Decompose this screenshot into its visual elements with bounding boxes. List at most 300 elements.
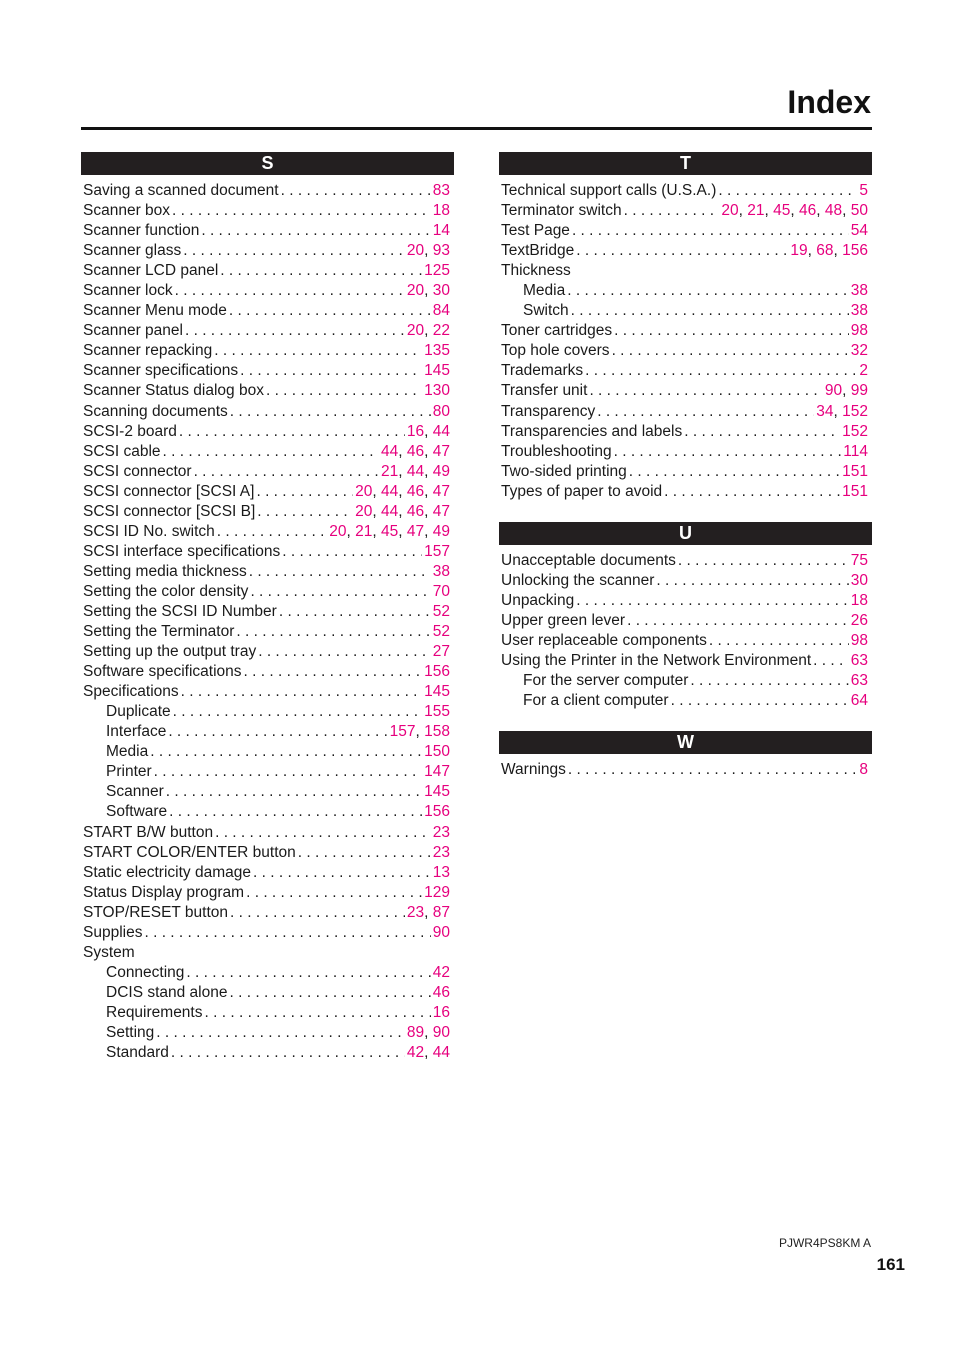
page-link[interactable]: 44 — [406, 462, 425, 480]
index-entry — [81, 261, 454, 281]
page-link[interactable]: 20 — [406, 322, 425, 340]
dot-leader — [173, 702, 423, 722]
dot-leader — [568, 760, 857, 780]
index-entry — [81, 823, 454, 843]
dot-leader — [576, 241, 788, 261]
page-reference-list — [424, 381, 450, 401]
page-link[interactable]: 145 — [424, 362, 450, 380]
index-entry-label: SCSI connector [SCSI B] — [83, 502, 256, 520]
page-reference-list: 20, 44, 46, 47 — [355, 502, 450, 520]
index-entry-label: System — [83, 943, 135, 961]
index-entry-label: Technical support calls (U.S.A.) — [501, 182, 717, 199]
index-entry-label: Switch — [523, 302, 569, 320]
page-link[interactable]: 44 — [381, 482, 399, 500]
page-link[interactable]: 38 — [850, 282, 868, 300]
page-reference-list — [842, 462, 868, 482]
page-reference-list: 44, 46, 47 — [381, 442, 450, 460]
dot-leader — [266, 381, 422, 401]
page-link[interactable]: 48 — [824, 202, 843, 220]
page-reference-list — [851, 341, 868, 361]
dot-leader — [279, 602, 431, 622]
index-entry — [499, 462, 872, 482]
page-reference-list — [851, 651, 868, 671]
index-entry-label: Interface — [106, 723, 167, 741]
page-link[interactable]: 64 — [850, 692, 868, 710]
page-link[interactable]: 98 — [850, 322, 868, 340]
page-link[interactable]: 99 — [850, 382, 868, 400]
page-link[interactable]: 21 — [381, 462, 399, 480]
page-link[interactable]: 19 — [790, 242, 808, 260]
page-link[interactable]: 54 — [850, 222, 868, 240]
page-link[interactable]: 22 — [432, 322, 450, 340]
index-entry — [81, 422, 454, 442]
index-entry — [499, 261, 872, 281]
index-section-t — [499, 152, 872, 502]
page-reference-list — [433, 963, 450, 983]
dot-leader — [718, 181, 857, 201]
page-reference-list: 20, 44, 46, 47 — [355, 482, 450, 500]
page-reference-list — [424, 662, 450, 682]
index-entry-label: Transparencies and labels — [501, 422, 683, 440]
dot-leader — [597, 402, 814, 422]
index-entry-label: Scanner — [106, 783, 164, 801]
index-entry — [499, 281, 872, 301]
index-entry — [499, 341, 872, 361]
page-reference-list — [424, 802, 450, 822]
index-entry — [499, 321, 872, 341]
page-link[interactable]: 147 — [424, 763, 450, 781]
index-entry — [81, 522, 454, 542]
index-entry — [81, 983, 454, 1003]
page-link[interactable]: 157 — [424, 542, 450, 560]
index-entry — [499, 241, 872, 261]
index-entry-label: Status Display program — [83, 883, 245, 901]
page-reference-list — [859, 181, 868, 201]
page-link[interactable]: 47 — [432, 442, 450, 460]
page-link[interactable]: 52 — [432, 623, 450, 641]
dot-leader — [175, 281, 405, 301]
dot-leader — [614, 321, 849, 341]
index-entry-label: Scanner panel — [83, 322, 183, 340]
page-link[interactable]: 30 — [432, 282, 450, 300]
index-entry — [81, 462, 454, 482]
page-link[interactable]: 90 — [432, 923, 450, 941]
dot-leader — [217, 522, 327, 542]
index-entry-list — [499, 175, 872, 502]
page-reference-list — [433, 402, 450, 422]
page-reference-list: 21, 44, 49 — [381, 462, 450, 480]
index-entry — [81, 341, 454, 361]
index-entry-label: Unpacking — [501, 591, 575, 609]
page-reference-list — [851, 221, 868, 241]
page-reference-list — [424, 702, 450, 722]
index-entry-label: Connecting — [106, 963, 185, 981]
index-entry — [81, 1023, 454, 1043]
page-link[interactable]: 46 — [406, 502, 425, 520]
index-entry — [499, 181, 872, 201]
index-entry — [81, 863, 454, 883]
page-link[interactable]: 30 — [850, 571, 868, 589]
index-entry — [81, 482, 454, 502]
page-link[interactable]: 75 — [850, 551, 868, 569]
title-rule — [81, 127, 872, 130]
dot-leader — [684, 422, 840, 442]
page-link[interactable]: 13 — [432, 863, 450, 881]
page-link[interactable]: 16 — [432, 1003, 450, 1021]
index-entry-label: Thickness — [501, 262, 571, 280]
index-entry — [81, 281, 454, 301]
page-link[interactable]: 20 — [406, 242, 425, 260]
page-link[interactable]: 46 — [799, 202, 817, 220]
index-entry-label: For the server computer — [523, 672, 689, 690]
dot-leader — [671, 691, 849, 711]
page-link[interactable]: 150 — [424, 743, 450, 761]
index-entry — [81, 762, 454, 782]
dot-leader — [214, 341, 422, 361]
index-entry — [81, 662, 454, 682]
page-reference-list: 20, 21, 45, 46, 48, 50 — [721, 202, 868, 220]
page-link[interactable]: 130 — [424, 382, 450, 400]
dot-leader — [664, 482, 840, 502]
index-entry-label: Media — [106, 743, 149, 761]
page-link[interactable]: 42 — [432, 963, 450, 981]
page-link[interactable]: 156 — [424, 803, 450, 821]
page-link[interactable]: 68 — [816, 242, 834, 260]
dot-leader — [281, 181, 431, 201]
page-link[interactable]: 2 — [859, 362, 868, 380]
index-entry-label: Scanner LCD panel — [83, 262, 219, 280]
index-entry — [499, 201, 872, 221]
index-entry-label: Toner cartridges — [501, 322, 613, 340]
page-link[interactable]: 155 — [424, 703, 450, 721]
dot-leader — [612, 341, 849, 361]
index-entry — [499, 651, 872, 671]
page-reference-list — [433, 221, 450, 241]
page-link[interactable]: 42 — [406, 1044, 425, 1062]
dot-leader — [201, 221, 430, 241]
index-entry — [499, 760, 872, 780]
dot-leader — [166, 782, 422, 802]
index-entry-label: Types of paper to avoid — [501, 482, 663, 500]
index-entry — [499, 402, 872, 422]
dot-leader — [282, 542, 422, 562]
index-entry — [81, 582, 454, 602]
page-link[interactable]: 21 — [355, 522, 373, 540]
index-section-s — [81, 152, 454, 1063]
dot-leader — [624, 201, 720, 221]
index-entry-label: STOP/RESET button — [83, 903, 229, 921]
page-reference-list: 23, 87 — [406, 903, 450, 921]
index-entry — [499, 611, 872, 631]
page-link[interactable]: 84 — [432, 302, 450, 320]
index-entry — [81, 903, 454, 923]
page-reference-list: 20, 21, 45, 47, 49 — [329, 522, 450, 540]
index-entry-label: Unacceptable documents — [501, 551, 676, 569]
dot-leader — [567, 281, 849, 301]
dot-leader — [215, 823, 431, 843]
page-reference-list — [433, 923, 450, 943]
page-reference-list — [424, 261, 450, 281]
page-link[interactable]: 18 — [850, 591, 868, 609]
page-link[interactable]: 26 — [850, 611, 868, 629]
page-reference-list: 34, 152 — [816, 402, 868, 420]
index-entry — [81, 542, 454, 562]
page-reference-list — [433, 1003, 450, 1023]
index-section-w — [499, 731, 872, 780]
index-entry — [81, 301, 454, 321]
dot-leader — [572, 221, 849, 241]
index-entry-label: Scanner function — [83, 222, 200, 240]
index-entry — [81, 802, 454, 822]
dot-leader — [256, 482, 353, 502]
page-link[interactable]: 70 — [432, 582, 450, 600]
dot-leader — [179, 422, 405, 442]
index-entry — [81, 201, 454, 221]
index-entry — [499, 381, 872, 401]
page-link[interactable]: 63 — [850, 651, 868, 669]
dot-leader — [154, 762, 422, 782]
page-link[interactable]: 20 — [721, 202, 739, 220]
dot-leader — [257, 502, 353, 522]
page-reference-list — [424, 883, 450, 903]
dot-leader — [168, 722, 387, 742]
page-link[interactable]: 152 — [842, 422, 868, 440]
page-link[interactable]: 98 — [850, 631, 868, 649]
page-link[interactable]: 135 — [424, 342, 450, 360]
index-entry — [81, 642, 454, 662]
dot-leader — [656, 571, 848, 591]
page-reference-list — [842, 482, 868, 502]
page-link[interactable]: 34 — [816, 402, 834, 420]
index-entry — [499, 422, 872, 442]
index-entry-label: Scanner repacking — [83, 342, 213, 360]
index-entry-label: Software — [106, 803, 168, 821]
page-link[interactable]: 47 — [432, 482, 450, 500]
index-entry-label: Setting — [106, 1023, 155, 1041]
index-entry-label: Unlocking the scanner — [501, 571, 655, 589]
page-reference-list — [851, 321, 868, 341]
index-entry-label: Scanner lock — [83, 282, 173, 300]
page-link[interactable]: 23 — [432, 843, 450, 861]
dot-leader — [229, 301, 431, 321]
page-link[interactable]: 151 — [842, 482, 868, 500]
page-link[interactable]: 46 — [406, 482, 425, 500]
dot-leader — [150, 742, 422, 762]
index-entry-label: Scanning documents — [83, 402, 228, 420]
page-link[interactable]: 38 — [432, 562, 450, 580]
page-link[interactable]: 158 — [424, 723, 450, 741]
page-link[interactable]: 80 — [432, 402, 450, 420]
page-link[interactable]: 46 — [432, 983, 450, 1001]
page-reference-list: 90, 99 — [824, 382, 868, 400]
index-entry — [81, 181, 454, 201]
index-entry — [499, 631, 872, 651]
index-entry-label: Scanner Menu mode — [83, 302, 227, 320]
index-entry-label: START B/W button — [83, 823, 214, 841]
page-link[interactable]: 38 — [850, 302, 868, 320]
page-link[interactable]: 14 — [432, 222, 450, 240]
dot-leader — [253, 863, 431, 883]
page-reference-list — [424, 682, 450, 702]
page-link[interactable]: 44 — [381, 502, 399, 520]
page-link[interactable]: 156 — [424, 663, 450, 681]
page-link[interactable]: 27 — [432, 643, 450, 661]
dot-leader — [183, 241, 405, 261]
page-number: 161 — [876, 1255, 905, 1274]
page-link[interactable]: 47 — [432, 502, 450, 520]
index-entry-label: SCSI interface specifications — [83, 542, 281, 560]
dot-leader — [576, 591, 849, 611]
index-entry-label: Requirements — [106, 1003, 203, 1021]
index-entry-label: Scanner Status dialog box — [83, 382, 264, 400]
dot-leader — [298, 843, 431, 863]
dot-leader — [236, 622, 430, 642]
index-entry — [81, 742, 454, 762]
page-link[interactable]: 20 — [355, 502, 373, 520]
page-reference-list — [842, 422, 868, 442]
page-link[interactable]: 20 — [329, 522, 347, 540]
page-link[interactable]: 50 — [850, 202, 868, 220]
index-entry — [81, 963, 454, 983]
page-link[interactable]: 152 — [842, 402, 868, 420]
page-link[interactable]: 45 — [381, 522, 399, 540]
page-reference-list: 19, 68, 156 — [790, 242, 868, 260]
index-entry — [81, 241, 454, 261]
index-entry-label: Static electricity damage — [83, 863, 251, 881]
page-link[interactable]: 5 — [859, 182, 868, 199]
index-entry-label: Software specifications — [83, 663, 242, 681]
dot-leader — [709, 631, 849, 651]
page-link[interactable]: 23 — [432, 823, 450, 841]
page-link[interactable]: 156 — [842, 242, 868, 260]
index-entry-label: Test Page — [501, 222, 570, 240]
page-link[interactable]: 23 — [406, 903, 425, 921]
index-entry-label: Scanner specifications — [83, 362, 239, 380]
page-link[interactable]: 8 — [859, 761, 868, 779]
page-reference-list — [424, 542, 450, 562]
page-link[interactable]: 93 — [432, 242, 450, 260]
dot-leader — [186, 963, 430, 983]
index-entry-label: User replaceable components — [501, 631, 707, 649]
page-link[interactable]: 21 — [747, 202, 765, 220]
dot-leader — [205, 1003, 431, 1023]
page-link[interactable]: 129 — [424, 883, 450, 901]
page-reference-list — [424, 762, 450, 782]
dot-leader — [585, 361, 857, 381]
index-entry — [81, 702, 454, 722]
page-link[interactable]: 125 — [424, 262, 450, 280]
page-link[interactable]: 90 — [432, 1023, 450, 1041]
page-link[interactable]: 89 — [406, 1023, 425, 1041]
page-link[interactable]: 49 — [432, 522, 450, 540]
page-reference-list — [843, 442, 868, 462]
index-entry — [81, 943, 454, 963]
page-link[interactable]: 90 — [824, 382, 843, 400]
page-link[interactable]: 87 — [432, 903, 450, 921]
page-link[interactable]: 63 — [850, 672, 868, 690]
dot-leader — [230, 983, 431, 1003]
page-link[interactable]: 44 — [381, 442, 399, 460]
dot-leader — [220, 261, 422, 281]
index-entry — [499, 571, 872, 591]
index-entry-label: Standard — [106, 1044, 169, 1062]
index-entry-label: SCSI connector [SCSI A] — [83, 482, 255, 500]
index-entry — [499, 221, 872, 241]
index-entry-label: Warnings — [501, 761, 566, 779]
page-reference-list: 16, 44 — [406, 422, 450, 440]
index-entry-label: Setting the color density — [83, 582, 249, 600]
section-letter-heading: T — [499, 152, 872, 175]
page-link[interactable]: 83 — [432, 182, 450, 199]
page-link[interactable]: 145 — [424, 683, 450, 701]
page-link[interactable]: 44 — [432, 1044, 450, 1062]
page-link[interactable]: 45 — [773, 202, 791, 220]
page-reference-list — [851, 551, 868, 571]
index-entry — [81, 442, 454, 462]
index-entry-label: Setting the Terminator — [83, 623, 235, 641]
index-entry-label: SCSI-2 board — [83, 422, 177, 440]
page-link[interactable]: 20 — [406, 282, 425, 300]
dot-leader — [571, 301, 849, 321]
index-entry-label: Terminator switch — [501, 202, 622, 220]
page-reference-list: 89, 90 — [406, 1023, 450, 1041]
page-link[interactable]: 46 — [406, 442, 425, 460]
page-link[interactable]: 52 — [432, 602, 450, 620]
dot-leader — [627, 611, 849, 631]
index-entry-label: Using the Printer in the Network Environment — [501, 651, 812, 669]
page-link[interactable]: 16 — [406, 422, 425, 440]
index-entry — [499, 591, 872, 611]
index-entry-list — [499, 754, 872, 780]
dot-leader — [230, 903, 405, 923]
index-entry-label: Saving a scanned document — [83, 182, 279, 199]
page-link[interactable]: 18 — [432, 202, 450, 220]
index-entry-label: Transfer unit — [501, 382, 588, 400]
index-entry — [499, 691, 872, 711]
page-link[interactable]: 114 — [843, 442, 868, 460]
page-link[interactable]: 44 — [432, 422, 450, 440]
page-link[interactable]: 49 — [432, 462, 450, 480]
dot-leader — [240, 361, 422, 381]
page-reference-list — [851, 591, 868, 611]
dot-leader — [678, 551, 849, 571]
page-link[interactable]: 47 — [406, 522, 425, 540]
dot-leader — [169, 802, 422, 822]
page-reference-list — [433, 602, 450, 622]
page-link[interactable]: 151 — [842, 462, 868, 480]
index-entry-label: Setting media thickness — [83, 562, 247, 580]
page-reference-list — [851, 611, 868, 631]
index-entry — [81, 883, 454, 903]
index-entry-label: For a client computer — [523, 692, 669, 710]
page-link[interactable]: 157 — [389, 723, 416, 741]
dot-leader — [258, 642, 431, 662]
section-letter-heading: W — [499, 731, 872, 754]
index-column-left — [81, 152, 454, 1083]
page-link[interactable]: 145 — [424, 783, 450, 801]
page-link[interactable]: 20 — [355, 482, 373, 500]
page-reference-list — [851, 631, 868, 651]
index-entry-label: TextBridge — [501, 242, 575, 260]
dot-leader — [163, 442, 379, 462]
document-code: PJWR4PS8KM A — [778, 1236, 871, 1250]
index-entry — [81, 622, 454, 642]
page-reference-list — [433, 622, 450, 642]
page-reference-list — [851, 571, 868, 591]
page-reference-list — [433, 823, 450, 843]
dot-leader — [813, 651, 849, 671]
page-link[interactable]: 32 — [850, 342, 868, 360]
